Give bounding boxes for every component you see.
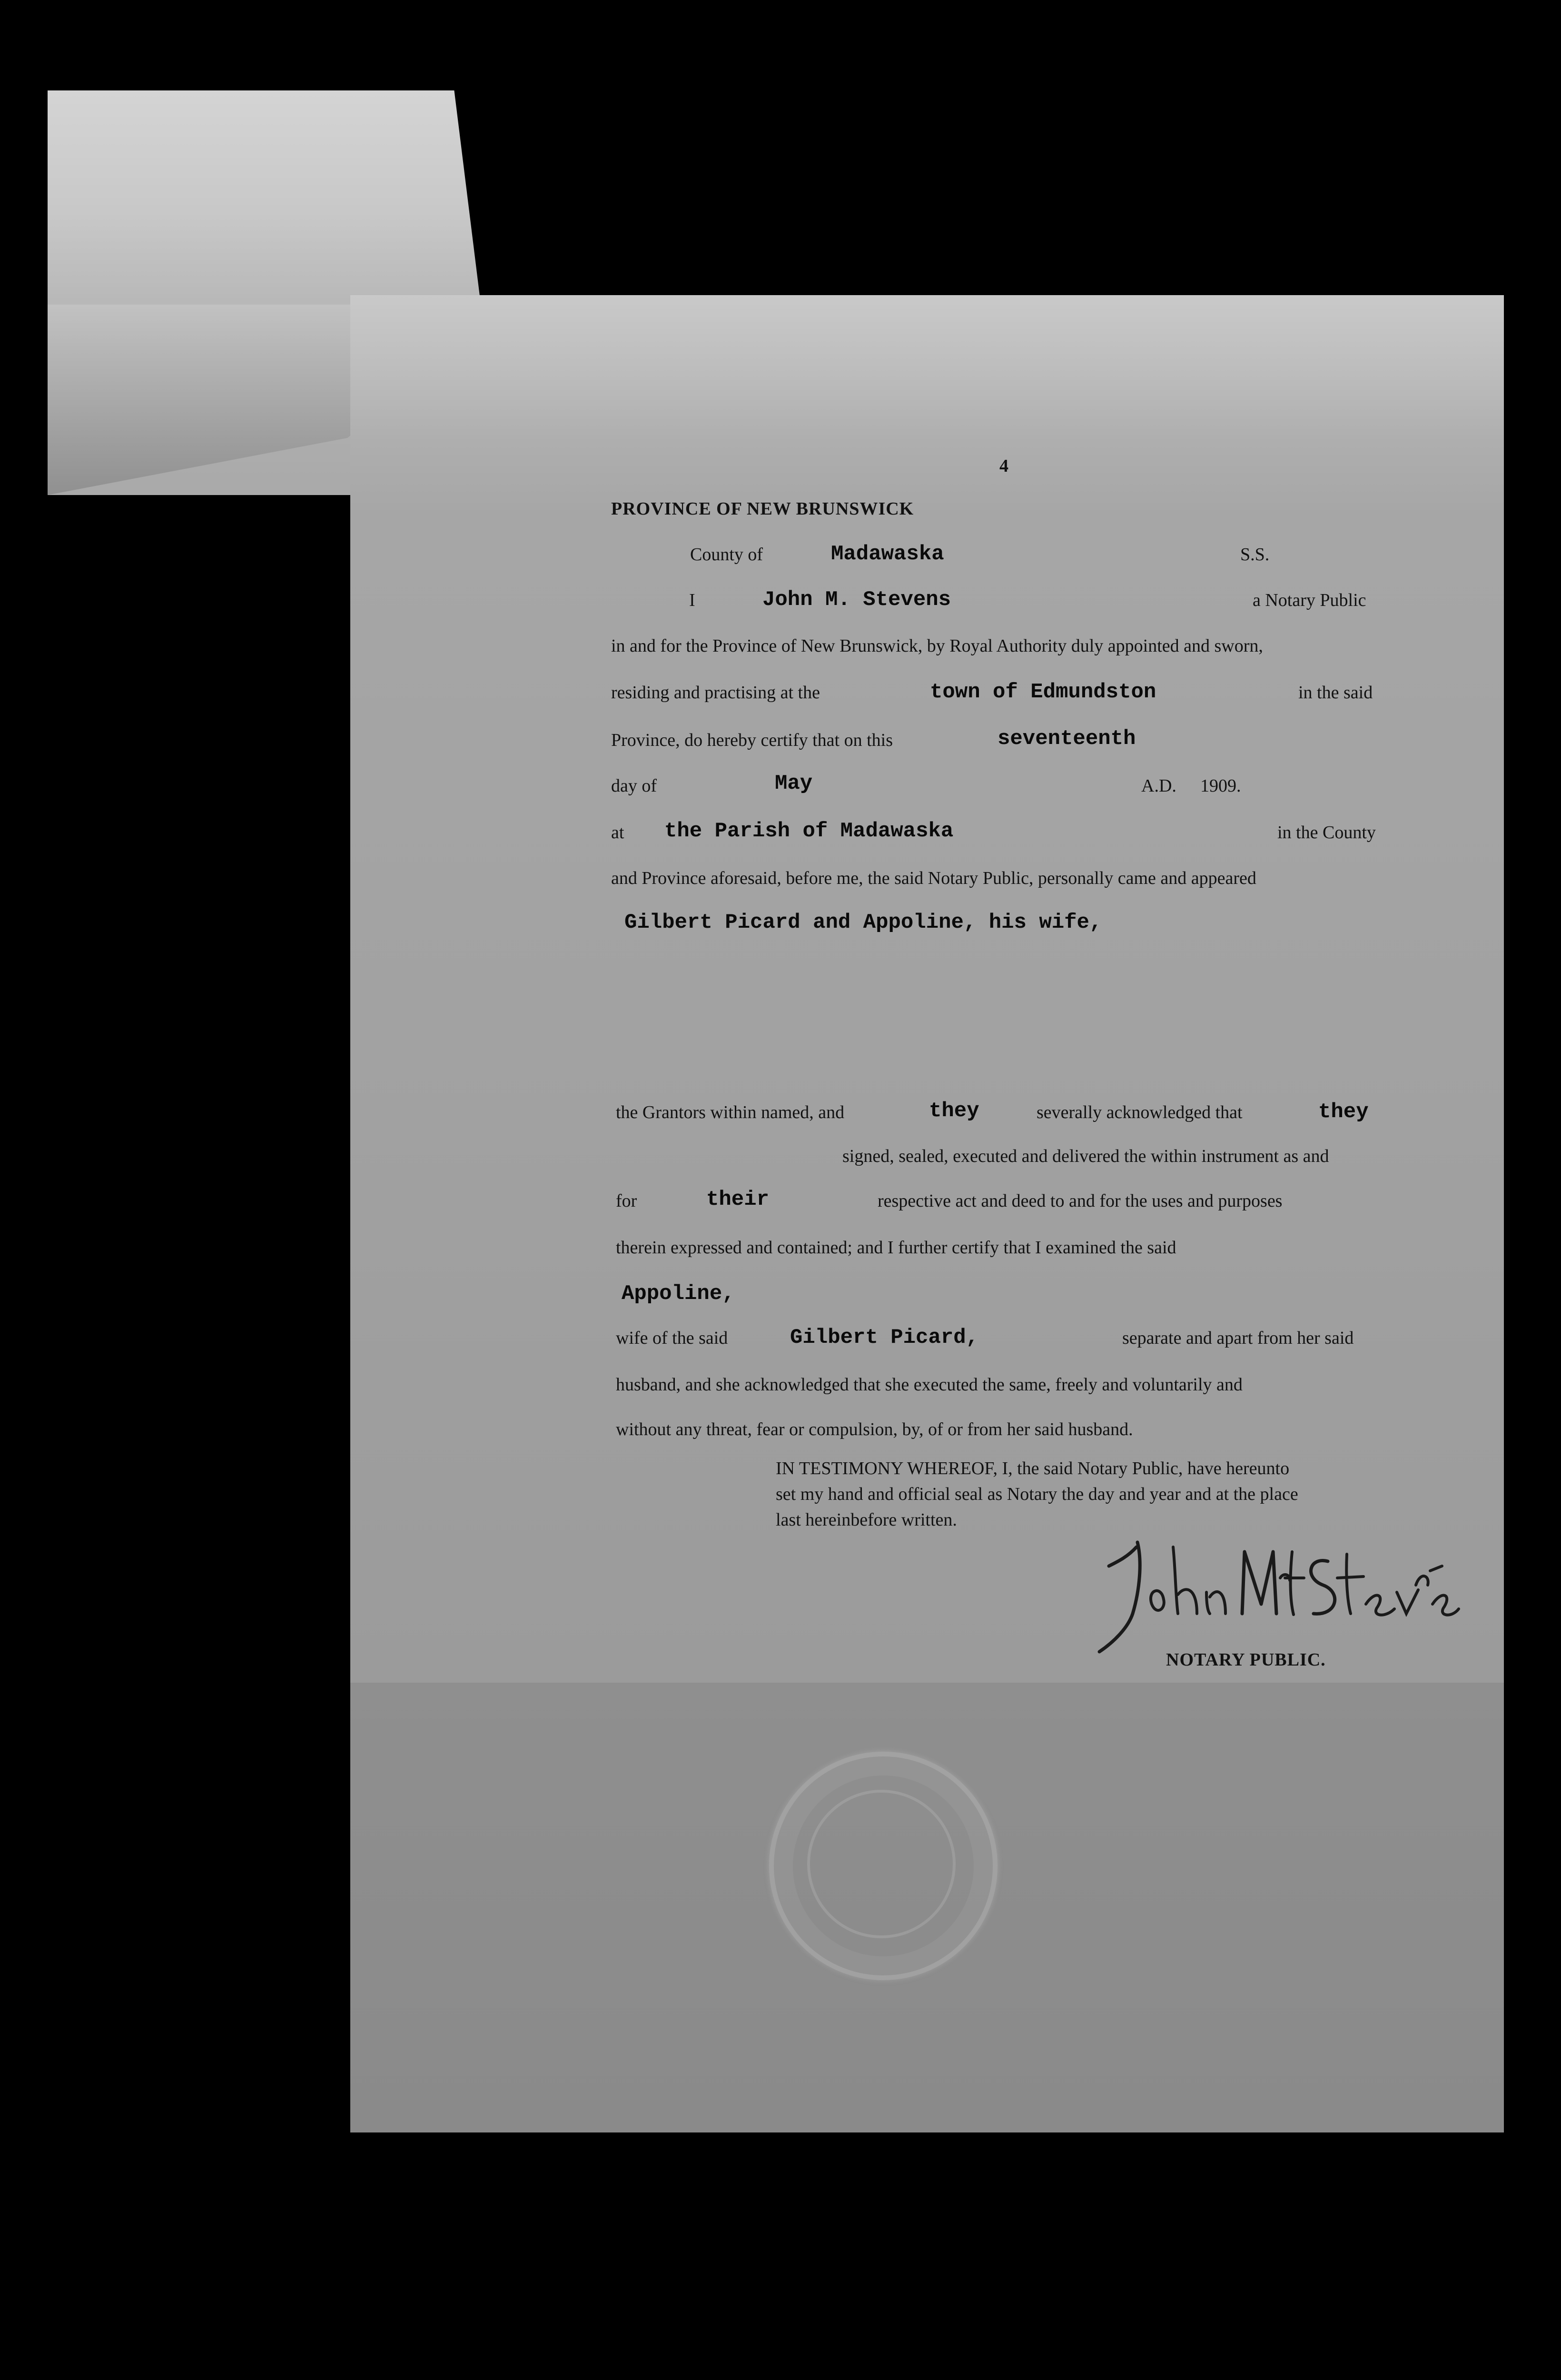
grantors-middle: severally acknowledged that — [1037, 1102, 1243, 1122]
appeared-line: and Province aforesaid, before me, the said Notary Public, personally came and appeared — [611, 868, 1256, 888]
seal-inner-ring — [807, 1790, 956, 1938]
therein-line: therein expressed and contained; and I further certify that I examined the said — [616, 1238, 1176, 1258]
for-label: for — [616, 1191, 637, 1211]
for-suffix: respective act and deed to and for the uses and purposes — [878, 1191, 1283, 1211]
county-name: Madawaska — [831, 542, 944, 566]
ad-label: A.D. — [1141, 776, 1176, 796]
at-label: at — [611, 823, 624, 843]
day-of-label: day of — [611, 776, 657, 796]
wife-prefix: wife of the said — [616, 1328, 728, 1348]
at-suffix: in the County — [1277, 823, 1376, 843]
residing-prefix: residing and practising at the — [611, 683, 820, 703]
page-number: 4 — [999, 456, 1008, 476]
county-label: County of — [690, 545, 763, 565]
ss-label: S.S. — [1240, 545, 1270, 565]
certify-prefix: Province, do hereby certify that on this — [611, 730, 893, 750]
embossed-notary-seal — [769, 1752, 998, 1980]
month: May — [775, 772, 813, 795]
authority-line: in and for the Province of New Brunswick, by Royal Authority duly appointed and sworn, — [611, 636, 1263, 656]
wife-suffix: separate and apart from her said — [1122, 1328, 1354, 1348]
grantors-prefix: the Grantors within named, and — [616, 1102, 845, 1122]
at-place: the Parish of Madawaska — [664, 819, 954, 843]
notary-title: a Notary Public — [1253, 590, 1366, 610]
residing-place: town of Edmundston — [930, 680, 1156, 704]
husband-name: Gilbert Picard, — [790, 1326, 979, 1349]
signed-line: signed, sealed, executed and delivered the within instrument as and — [842, 1146, 1329, 1166]
testimony-line-1: IN TESTIMONY WHEREOF, I, the said Notary Public, have hereunto — [776, 1458, 1290, 1478]
notarial-certificate-page — [350, 295, 1504, 2132]
testimony-line-3: last hereinbefore written. — [776, 1510, 957, 1530]
notary-public-caption: NOTARY PUBLIC. — [1166, 1650, 1326, 1670]
document-heading: PROVINCE OF NEW BRUNSWICK — [611, 499, 914, 519]
without-line: without any threat, fear or compulsion, by, of or from her said husband. — [616, 1419, 1133, 1439]
wife-name: Appoline, — [622, 1282, 735, 1306]
grantors-who-1: they — [929, 1099, 979, 1123]
certify-day: seventeenth — [998, 727, 1136, 751]
grantors-names: Gilbert Picard and Appoline, his wife, — [624, 911, 1102, 934]
testimony-line-2: set my hand and official seal as Notary the day and year and at the place — [776, 1484, 1298, 1504]
notary-signature — [1080, 1533, 1471, 1666]
husband-line: husband, and she acknowledged that she executed the same, freely and voluntarily and — [616, 1375, 1243, 1395]
for-whose: their — [706, 1188, 770, 1211]
grantors-who-2: they — [1318, 1100, 1369, 1124]
notary-name: John M. Stevens — [762, 588, 951, 612]
pronoun-i: I — [689, 590, 695, 610]
year: 1909. — [1200, 776, 1241, 796]
residing-suffix: in the said — [1298, 683, 1373, 703]
